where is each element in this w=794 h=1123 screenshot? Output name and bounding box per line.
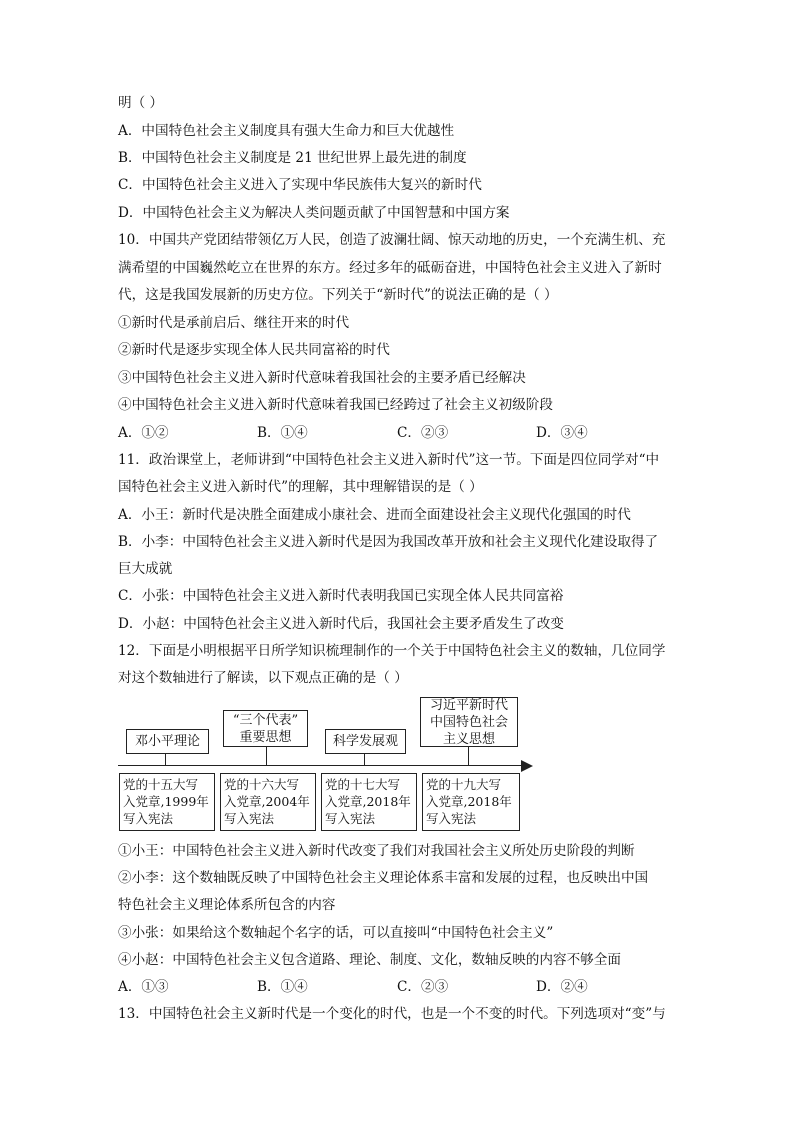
q11-option-b-line1: B．小李：中国特色社会主义进入新时代是因为我国改革开放和社会主义现代化建设取得了: [118, 534, 659, 550]
q11-option-c: C．小张：中国特色社会主义进入新时代表明我国已实现全体人民共同富裕: [118, 588, 564, 604]
q9-option-b: B．中国特色社会主义制度是 21 世纪世界上最先进的制度: [118, 150, 467, 166]
q9-option-a: A．中国特色社会主义制度具有强大生命力和巨大优越性: [118, 123, 455, 139]
timeline-arrow: [521, 760, 533, 772]
q9-option-c: C．中国特色社会主义进入了实现中华民族伟大复兴的新时代: [118, 177, 482, 193]
q12-statement-2-line2: 特色社会主义理论体系所包含的内容: [118, 897, 336, 913]
q11-stem-line1: 11．政治课堂上，老师讲到“中国特色社会主义进入新时代”这一节。下面是四位同学对“中: [118, 452, 660, 468]
q10-stem-line3: 代，这是我国发展新的历史方位。下列关于“新时代”的说法正确的是（ ）: [118, 287, 558, 303]
q10-option-a: A．①②: [118, 425, 169, 441]
q10-option-b: B．①④: [257, 425, 308, 441]
timeline-bottom-box: 党的十七大写 入党章,2018年 写入宪法: [321, 773, 417, 831]
timeline-diagram: [118, 697, 538, 837]
q9-stem-end: 明（ ）: [118, 95, 164, 111]
q10-option-d: D．③④: [536, 425, 588, 441]
q12-stem-line2: 对这个数轴进行了解读，以下观点正确的是（ ）: [118, 670, 408, 686]
timeline-top-box: 科学发展观: [325, 729, 406, 754]
q10-statement-3: ③中国特色社会主义进入新时代意味着我国社会的主要矛盾已经解决: [118, 370, 526, 386]
q10-statement-2: ②新时代是逐步实现全体人民共同富裕的时代: [118, 342, 390, 358]
q11-option-b-line2: 巨大成就: [118, 561, 173, 577]
timeline-axis: [118, 765, 523, 766]
q12-option-d: D．②④: [536, 979, 588, 995]
q10-stem-line2: 满希望的中国巍然屹立在世界的东方。经过多年的砥砺奋进，中国特色社会主义进入了新时: [118, 260, 662, 276]
timeline-top-box: 邓小平理论: [126, 729, 209, 754]
q10-option-c: C．②③: [397, 425, 449, 441]
timeline-top-box: “三个代表” 重要思想: [223, 710, 308, 747]
timeline-bottom-box: 党的十九大写 入党章,2018年 写入宪法: [422, 773, 520, 831]
q9-option-d: D．中国特色社会主义为解决人类问题贡献了中国智慧和中国方案: [118, 205, 510, 221]
timeline-bottom-box: 党的十六大写 入党章,2004年 写入宪法: [220, 773, 316, 831]
q12-option-c: C．②③: [397, 979, 449, 995]
timeline-top-box: 习近平新时代 中国特色社会 主义思想: [420, 697, 518, 747]
q11-option-a: A．小王：新时代是决胜全面建成小康社会、进而全面建设社会主义现代化强国的时代: [118, 507, 631, 523]
q11-option-d: D．小赵：中国特色社会主义进入新时代后，我国社会主要矛盾发生了改变: [118, 616, 564, 632]
q12-option-b: B．①④: [257, 979, 308, 995]
q12-statement-2-line1: ②小李：这个数轴既反映了中国特色社会主义理论体系丰富和发展的过程，也反映出中国: [118, 870, 649, 886]
q11-stem-line2: 国特色社会主义进入新时代”的理解，其中理解错误的是（ ）: [118, 479, 483, 495]
q13-stem-line1: 13．中国特色社会主义新时代是一个变化的时代，也是一个不变的时代。下列选项对“变”与: [118, 1006, 666, 1022]
q10-stem-line1: 10．中国共产党团结带领亿万人民，创造了波澜壮阔、惊天动地的历史，一个充满生机、充: [118, 232, 666, 248]
q10-statement-4: ④中国特色社会主义进入新时代意味着我国已经跨过了社会主义初级阶段: [118, 397, 553, 413]
q12-statement-3: ③小张：如果给这个数轴起个名字的话，可以直接叫“中国特色社会主义”: [118, 925, 554, 941]
q10-statement-1: ①新时代是承前启后、继往开来的时代: [118, 315, 350, 331]
q12-option-a: A．①③: [118, 979, 169, 995]
timeline-bottom-box: 党的十五大写 入党章,1999年 写入宪法: [119, 773, 215, 831]
q12-stem-line1: 12．下面是小明根据平日所学知识梳理制作的一个关于中国特色社会主义的数轴，几位同学: [118, 643, 666, 659]
q12-statement-4: ④小赵：中国特色社会主义包含道路、理论、制度、文化，数轴反映的内容不够全面: [118, 952, 621, 968]
q12-statement-1: ①小王：中国特色社会主义进入新时代改变了我们对我国社会主义所处历史阶段的判断: [118, 843, 635, 859]
